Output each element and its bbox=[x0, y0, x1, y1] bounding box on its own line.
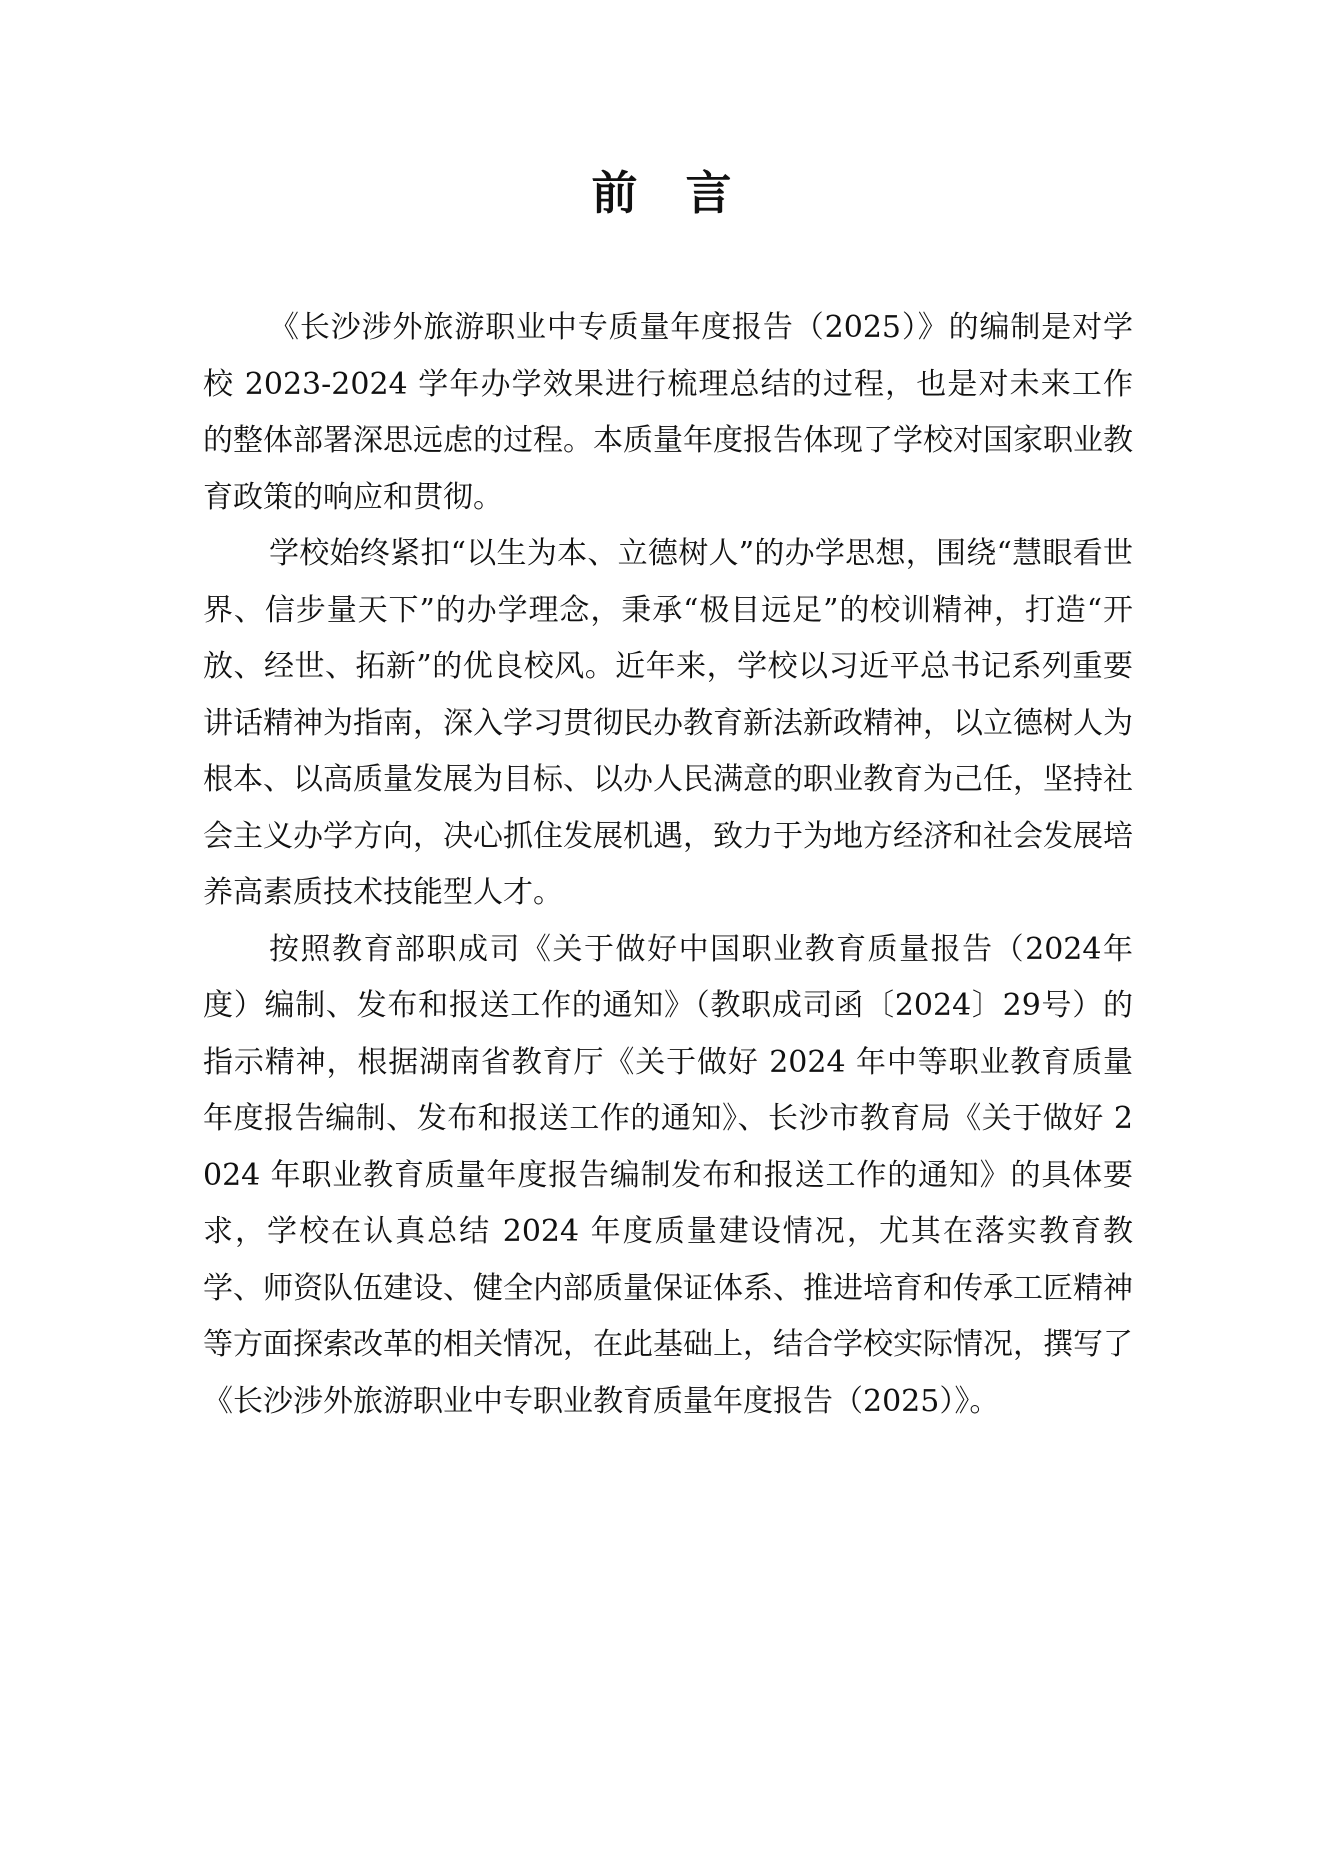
paragraph-report-basis: 按照教育部职成司《关于做好中国职业教育质量报告（2024年度）编制、发布和报送工作的通知》（教职成司函〔2024〕29号）的指示精神，根据湖南省教育厅《关于做好 2024 年中等职业教育质量年度报告编制、发布和报送工作的通知》、长沙市教育局《关于做好 2024 年职业教育质量年度报告编制发布和报送工作的通知》的具体要求，学校在认真总结 2024 年度质量建设情况，尤其在落实教育教学、师资队伍建设、健全内部质量保证体系、推进培育和传承工匠精神等方面探索改革的相关情况，在此基础上，结合学校实际情况，撰写了《长沙涉外旅游职业中专职业教育质量年度报告（2025）》。 bbox=[203, 931, 1133, 1419]
paragraph-intro: 《长沙涉外旅游职业中专质量年度报告（2025）》的编制是对学校 2023-2024 学年办学效果进行梳理总结的过程，也是对未来工作的整体部署深思远虑的过程。本质量年度报告体现了学校对国家职业教育政策的响应和贯彻。 bbox=[203, 310, 1133, 515]
page-title: 前言 bbox=[591, 166, 780, 220]
document-body bbox=[203, 300, 1133, 1430]
paragraph-school-philosophy: 学校始终紧扣“以生为本、立德树人”的办学思想，围绕“慧眼看世界、信步量天下”的办学理念，秉承“极目远足”的校训精神，打造“开放、经世、拓新”的优良校风。近年来，学校以习近平总书记系列重要讲话精神为指南，深入学习贯彻民办教育新法新政精神，以立德树人为根本、以高质量发展为目标、以办人民满意的职业教育为己任，坚持社会主义办学方向，决心抓住发展机遇，致力于为地方经济和社会发展培养高素质技术技能型人才。 bbox=[203, 536, 1133, 910]
